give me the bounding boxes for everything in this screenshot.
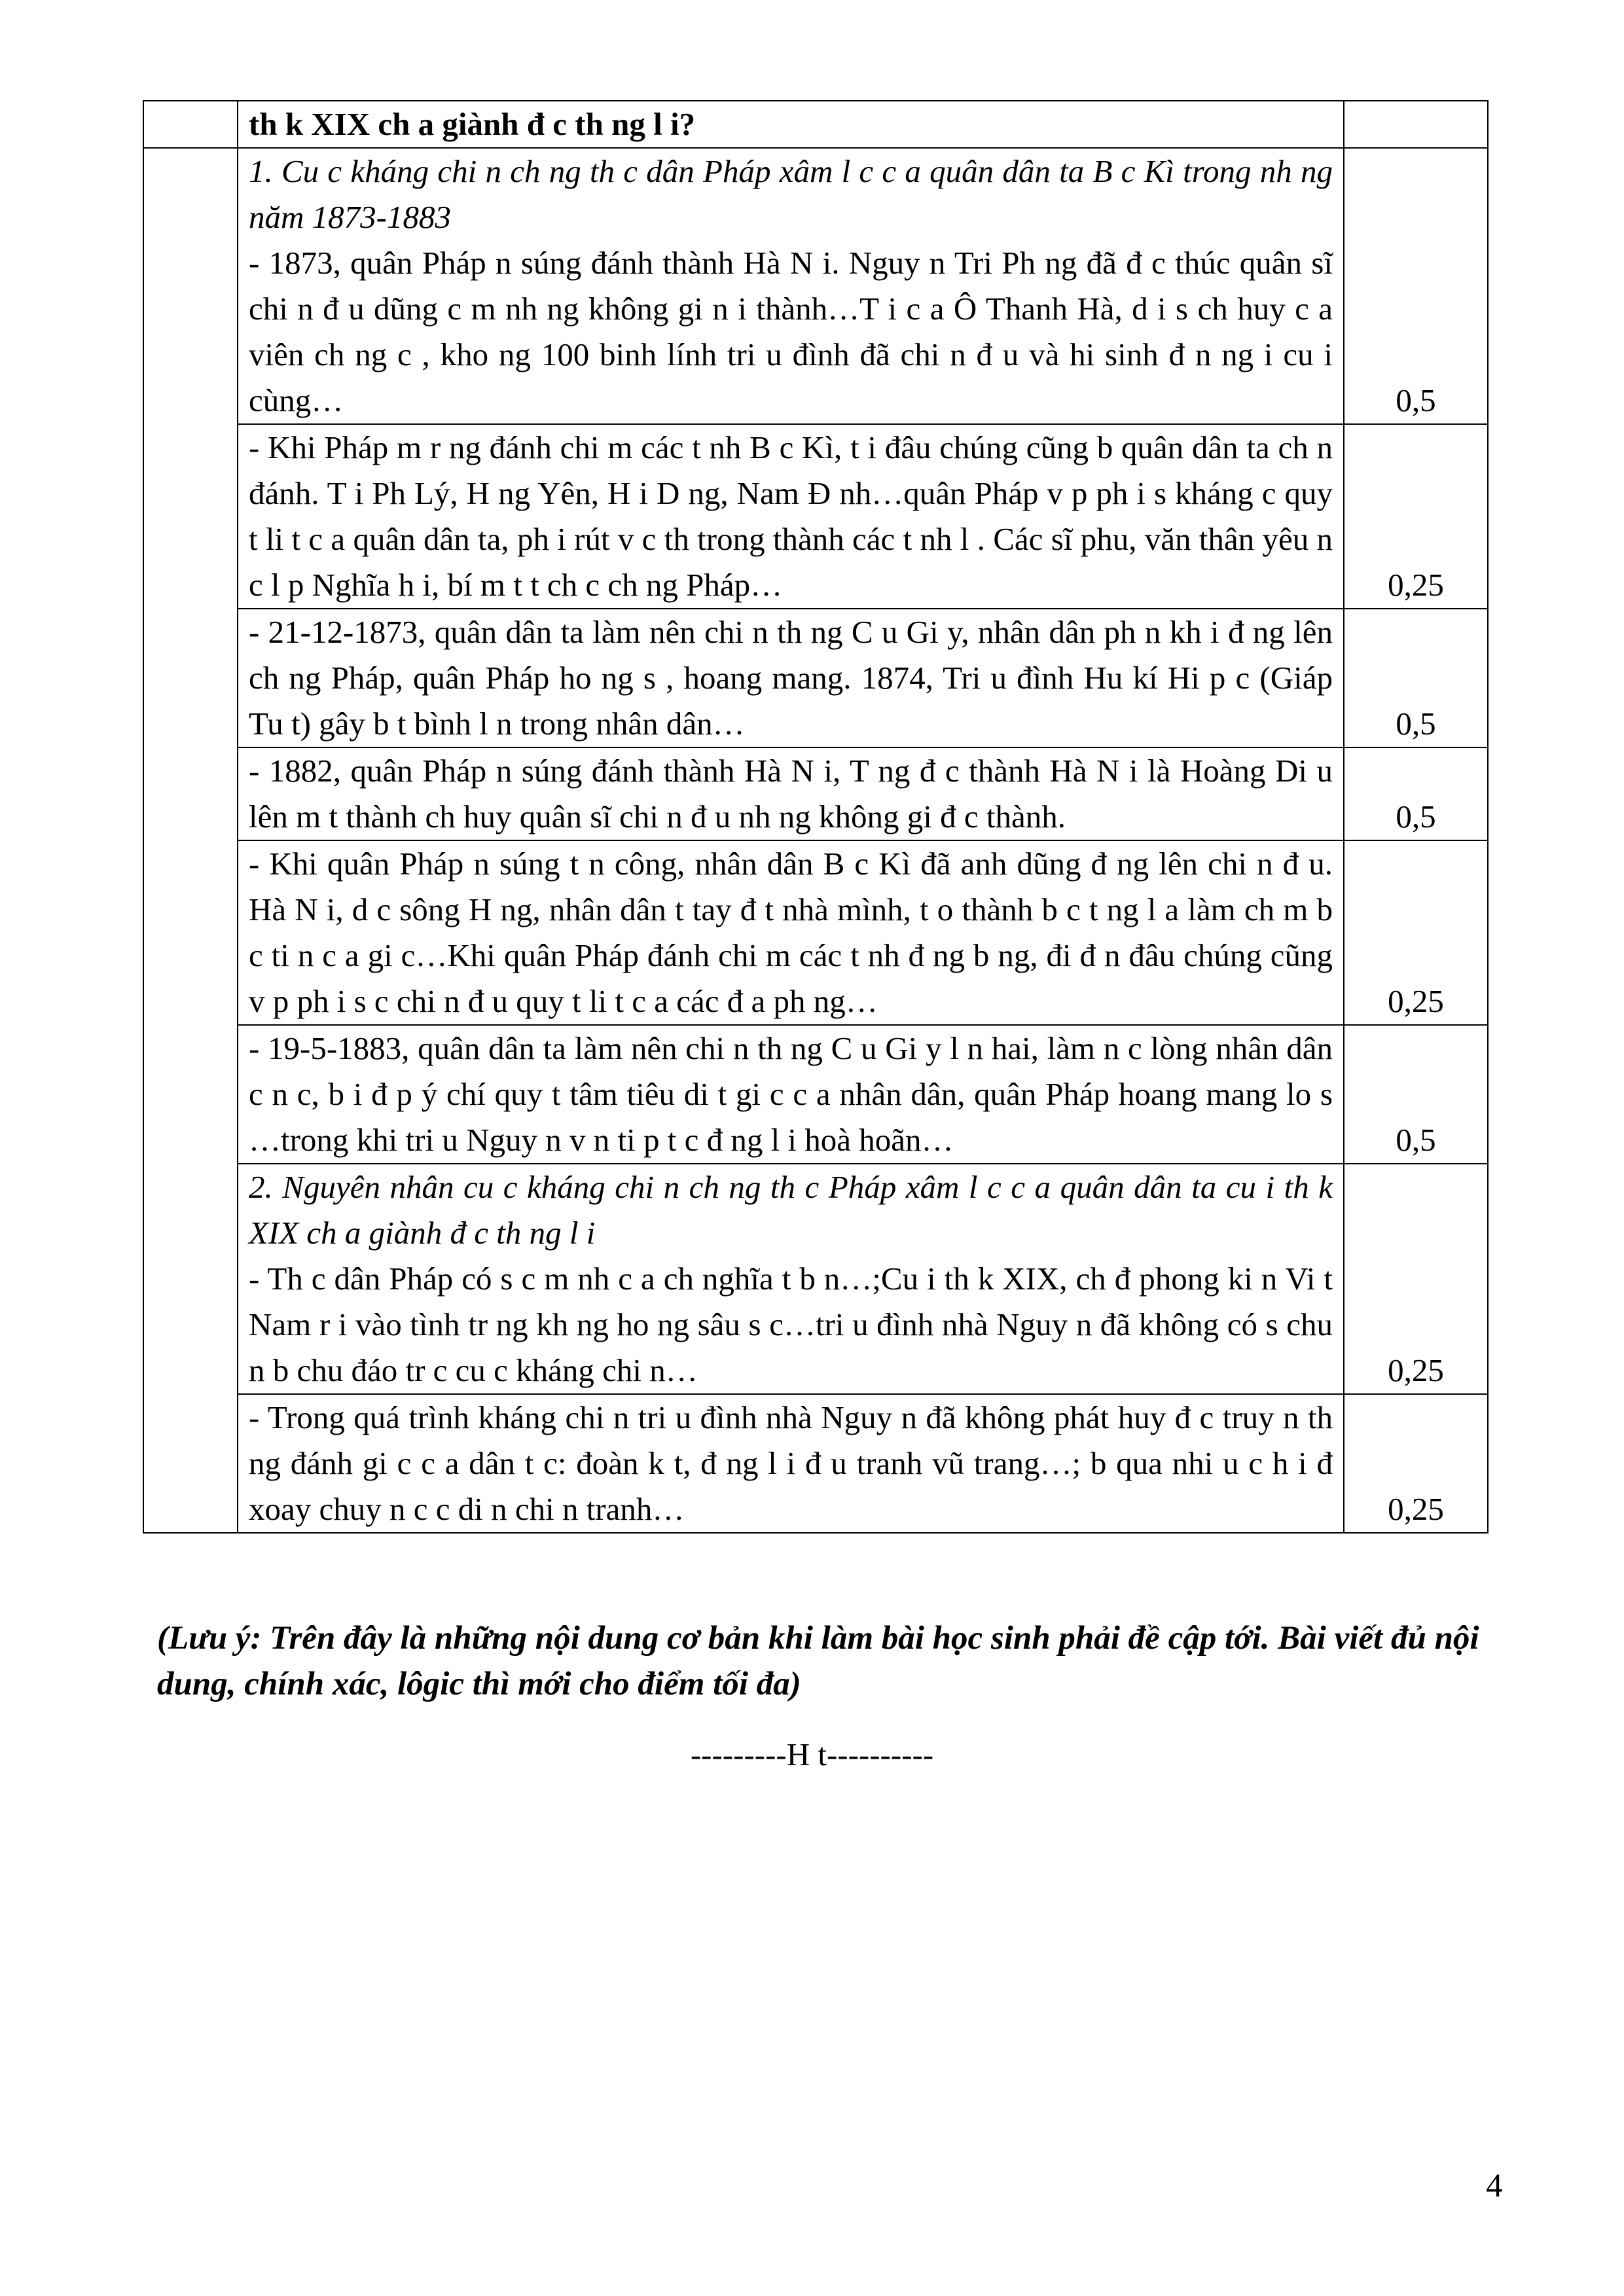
table-row — [143, 840, 1488, 1025]
content-cell — [238, 148, 1344, 424]
score-cell — [1344, 101, 1488, 148]
section-title: 2. Nguyên nhân cu c kháng chi n ch ng th c Pháp xâm l c c a quân dân ta cu i th k XIX ch a giành đ c th ng l i — [249, 1169, 1333, 1251]
index-cell — [143, 148, 238, 1533]
score-cell: 0,5 — [1344, 609, 1488, 747]
score-cell: 0,5 — [1344, 1025, 1488, 1164]
table-row — [143, 148, 1488, 424]
content-cell — [238, 1164, 1344, 1394]
grading-note: (Lưu ý: Trên đây là những nội dung cơ bản khi làm bài học sinh phải đề cập tới. Bài viết đủ nội dung, chính xác, lôgic thì mới cho điểm tối đa) — [157, 1620, 1479, 1702]
score-cell: 0,25 — [1344, 840, 1488, 1025]
table-row — [143, 609, 1488, 747]
page-number: 4 — [1486, 2168, 1503, 2204]
content-text: - Khi Pháp m r ng đánh chi m các t nh B c Kì, t i đâu chúng cũng b quân dân ta ch n đánh. T i Ph Lý, H ng Yên, H i D ng, Nam Đ nh…quân Pháp v p ph i s kháng c quy t li t c a quân dân ta, ph i rút v c th trong thành các t nh l . Các sĩ phu, văn thân yêu n c l p Nghĩa h i, bí m t t ch c ch ng Pháp… — [249, 429, 1333, 603]
section-title: 1. Cu c kháng chi n ch ng th c dân Pháp xâm l c c a quân dân ta B c Kì trong nh ng năm 1873-1883 — [249, 153, 1333, 235]
table-row — [143, 1164, 1488, 1394]
content-text: - Th c dân Pháp có s c m nh c a ch nghĩa t b n…;Cu i th k XIX, ch đ phong ki n Vi t Nam r i vào tình tr ng kh ng ho ng sâu s c…tri u đình nhà Nguy n đã không có s chu n b chu đáo tr c cu c kháng chi n… — [249, 1261, 1333, 1388]
content-cell — [238, 1025, 1344, 1164]
heading-cell — [238, 101, 1344, 148]
answer-table — [143, 100, 1489, 1534]
score-cell: 0,25 — [1344, 1164, 1488, 1394]
score-cell: 0,25 — [1344, 424, 1488, 609]
content-cell — [238, 609, 1344, 747]
content-cell — [238, 424, 1344, 609]
table-row — [143, 1025, 1488, 1164]
content-text: - 21-12-1873, quân dân ta làm nên chi n th ng C u Gi y, nhân dân ph n kh i đ ng lên ch ng Pháp, quân Pháp ho ng s , hoang mang. 1874, Tri u đình Hu kí Hi p c (Giáp Tu t) gây b t bình l n trong nhân dân… — [249, 614, 1333, 742]
content-text: - 19-5-1883, quân dân ta làm nên chi n th ng C u Gi y l n hai, làm n c lòng nhân dân c n c, b i đ p ý chí quy t tâm tiêu di t gi c c a nhân dân, quân Pháp hoang mang lo s …trong khi tri u Nguy n v n ti p t c đ ng l i hoà hoãn… — [249, 1030, 1333, 1158]
table-row — [143, 747, 1488, 840]
score-cell: 0,5 — [1344, 148, 1488, 424]
content-text: - Khi quân Pháp n súng t n công, nhân dân B c Kì đã anh dũng đ ng lên chi n đ u. Hà N i, d c sông H ng, nhân dân t tay đ t nhà mình, t o thành b c t ng l a làm ch m b c ti n c a gi c…Khi quân Pháp đánh chi m các t nh đ ng b ng, đi đ n đâu chúng cũng v p ph i s c chi n đ u quy t li t c a các đ a ph ng… — [249, 846, 1333, 1019]
table-row — [143, 424, 1488, 609]
score-cell: 0,5 — [1344, 747, 1488, 840]
table-row — [143, 1394, 1488, 1533]
content-cell — [238, 1394, 1344, 1533]
content-text: - 1882, quân Pháp n súng đánh thành Hà N i, T ng đ c thành Hà N i là Hoàng Di u lên m t thành ch huy quân sĩ chi n đ u nh ng không gi đ c thành. — [249, 753, 1333, 834]
index-cell — [143, 101, 238, 148]
content-text: - Trong quá trình kháng chi n tri u đình nhà Nguy n đã không phát huy đ c truy n th ng đánh gi c c a dân t c: đoàn k t, đ ng l i đ u tranh vũ trang…; b qua nhi u c h i đ xoay chuy n c c di n chi n tranh… — [249, 1399, 1333, 1527]
end-mark: ---------H t---------- — [690, 1736, 934, 1772]
content-text: - 1873, quân Pháp n súng đánh thành Hà N i. Nguy n Tri Ph ng đã đ c thúc quân sĩ chi n đ u dũng c m nh ng không gi n i thành…T i c a Ô Thanh Hà, d i s ch huy c a viên ch ng c , kho ng 100 binh lính tri u đình đã chi n đ u và hi sinh đ n ng i cu i cùng… — [249, 245, 1333, 418]
content-cell — [238, 840, 1344, 1025]
heading-row — [143, 101, 1488, 148]
content-cell — [238, 747, 1344, 840]
heading-text: th k XIX ch a giành đ c th ng l i? — [249, 106, 696, 142]
score-cell: 0,25 — [1344, 1394, 1488, 1533]
